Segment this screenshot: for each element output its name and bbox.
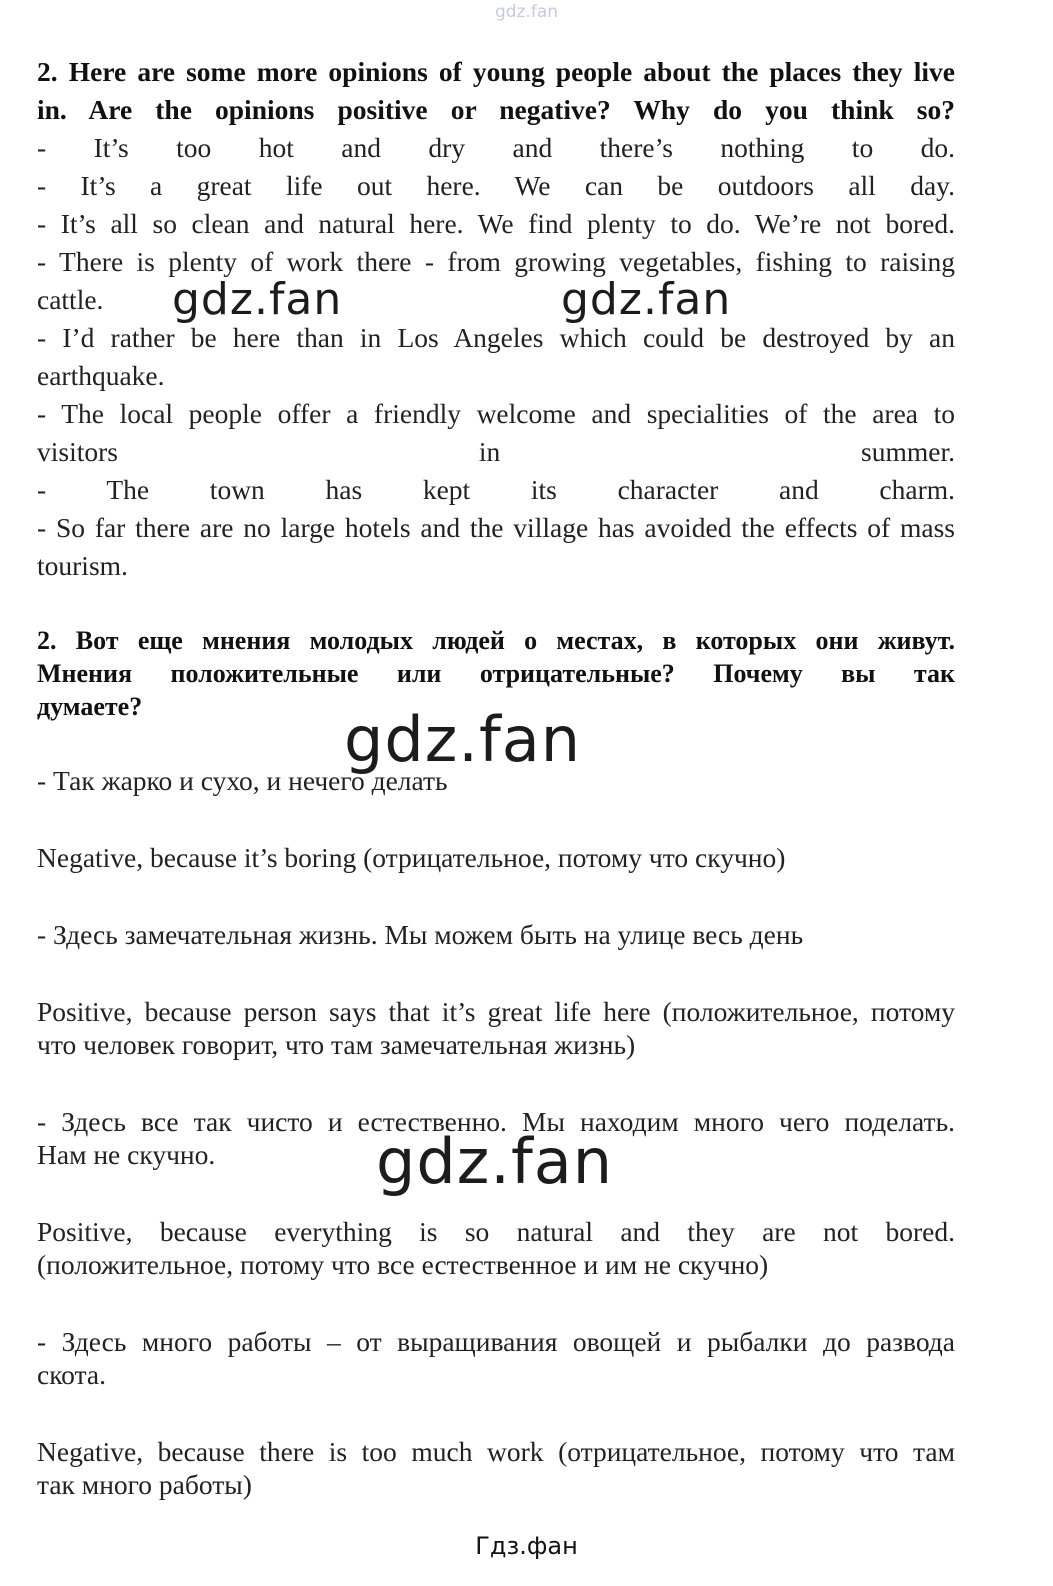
opinion-line: - There is plenty of work there - from growing vegetables, fishing to raising [37, 246, 955, 277]
opinion-line: - I’d rather be here than in Los Angeles which could be destroyed by an [37, 322, 955, 353]
answer-line: так много работы) [37, 1469, 252, 1500]
russian-heading-line-2: Мнения положительные или отрицательные? Почему вы так [37, 659, 955, 688]
opinion-line: - The town has kept its character and charm. [37, 474, 955, 505]
opinion-line: - It’s a great life out here. We can be outdoors all day. [37, 170, 955, 201]
watermark: gdz.fan [172, 274, 343, 325]
answer-item [37, 995, 955, 1061]
russian-heading-line-3: думаете? [37, 692, 143, 721]
opinion-line: - It’s all so clean and natural here. We find plenty to do. We’re not bored. [37, 208, 955, 239]
answer-line: скота. [37, 1359, 106, 1390]
opinion-line: cattle. [37, 284, 104, 315]
answer-line: Positive, because everything is so natural and they are not bored. [37, 1216, 955, 1247]
opinion-line: tourism. [37, 550, 128, 581]
answer-line: Negative, because it’s boring (отрицательное, потому что скучно) [37, 842, 786, 873]
answer-line: - Здесь замечательная жизнь. Мы можем быть на улице весь день [37, 919, 804, 950]
russian-heading-line-1: 2. Вот еще мнения молодых людей о местах, в которых они живут. [37, 626, 955, 655]
top-watermark: gdz.fan [494, 2, 559, 22]
answer-item [37, 1215, 955, 1281]
english-heading-line-2: in. Are the opinions positive or negative? Why do you think so? [37, 94, 955, 125]
answer-item [37, 841, 955, 874]
opinion-line: visitors in summer. [37, 436, 955, 467]
answer-line: что человек говорит, что там замечательная жизнь) [37, 1029, 636, 1060]
answer-item [37, 1435, 955, 1501]
watermark: gdz.fan [376, 1125, 614, 1198]
answer-line: Positive, because person says that it’s great life here (положительное, потому [37, 996, 955, 1027]
watermark: gdz.fan [561, 274, 732, 325]
opinion-line: - The local people offer a friendly welcome and specialities of the area to [37, 398, 955, 429]
answer-line: - Здесь все так чисто и естественно. Мы находим много чего поделать. [37, 1106, 955, 1137]
footer-watermark: Гдз.фан [475, 1532, 578, 1560]
answer-item [37, 918, 955, 951]
opinion-line: - So far there are no large hotels and the village has avoided the effects of mass [37, 512, 955, 543]
english-heading-line-1: 2. Here are some more opinions of young people about the places they live [37, 56, 955, 87]
watermark: gdz.fan [344, 703, 582, 776]
answer-line: Нам не скучно. [37, 1139, 216, 1170]
answer-item [37, 1325, 955, 1391]
opinion-line: - It’s too hot and dry and there’s nothing to do. [37, 132, 955, 163]
answer-line: Negative, because there is too much work (отрицательное, потому что там [37, 1436, 955, 1467]
opinion-line: earthquake. [37, 360, 165, 391]
answer-line: - Так жарко и сухо, и нечего делать [37, 765, 448, 796]
answer-line: (положительное, потому что все естественное и им не скучно) [37, 1249, 769, 1280]
answer-line: - Здесь много работы – от выращивания овощей и рыбалки до развода [37, 1326, 955, 1357]
